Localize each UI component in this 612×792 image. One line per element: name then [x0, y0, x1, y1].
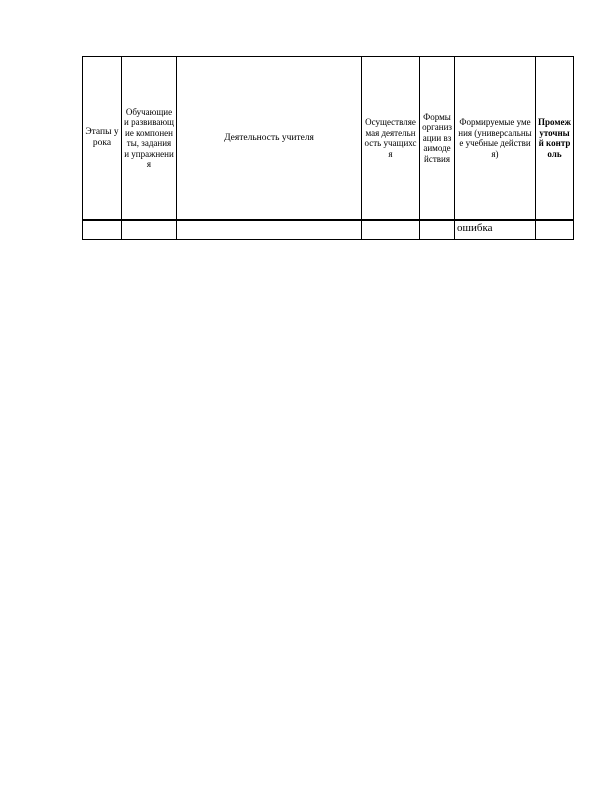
header-student-activity: Осуществляемая деятельность учащихся	[362, 57, 420, 221]
header-formed-skills: Формируемые умения (универсальные учебные действия)	[455, 57, 536, 221]
table-cell	[177, 220, 362, 240]
table-cell	[362, 220, 420, 240]
lesson-plan-table	[82, 56, 574, 240]
table-cell	[536, 220, 574, 240]
header-intermediate-control: Промежуточный контроль	[536, 57, 574, 221]
header-learning-components: Обучающие и развивающие компоненты, задания и упражнения	[122, 57, 177, 221]
table-cell	[122, 220, 177, 240]
table-cell-error: ошибка	[455, 220, 536, 240]
table-cell	[83, 220, 122, 240]
header-lesson-stages: Этапы урока	[83, 57, 122, 221]
header-interaction-forms: Формы организации взаимодействия	[420, 57, 455, 221]
table-header-row	[83, 57, 574, 221]
table-row	[83, 220, 574, 240]
header-teacher-activity: Деятельность учителя	[177, 57, 362, 221]
table-cell	[420, 220, 455, 240]
